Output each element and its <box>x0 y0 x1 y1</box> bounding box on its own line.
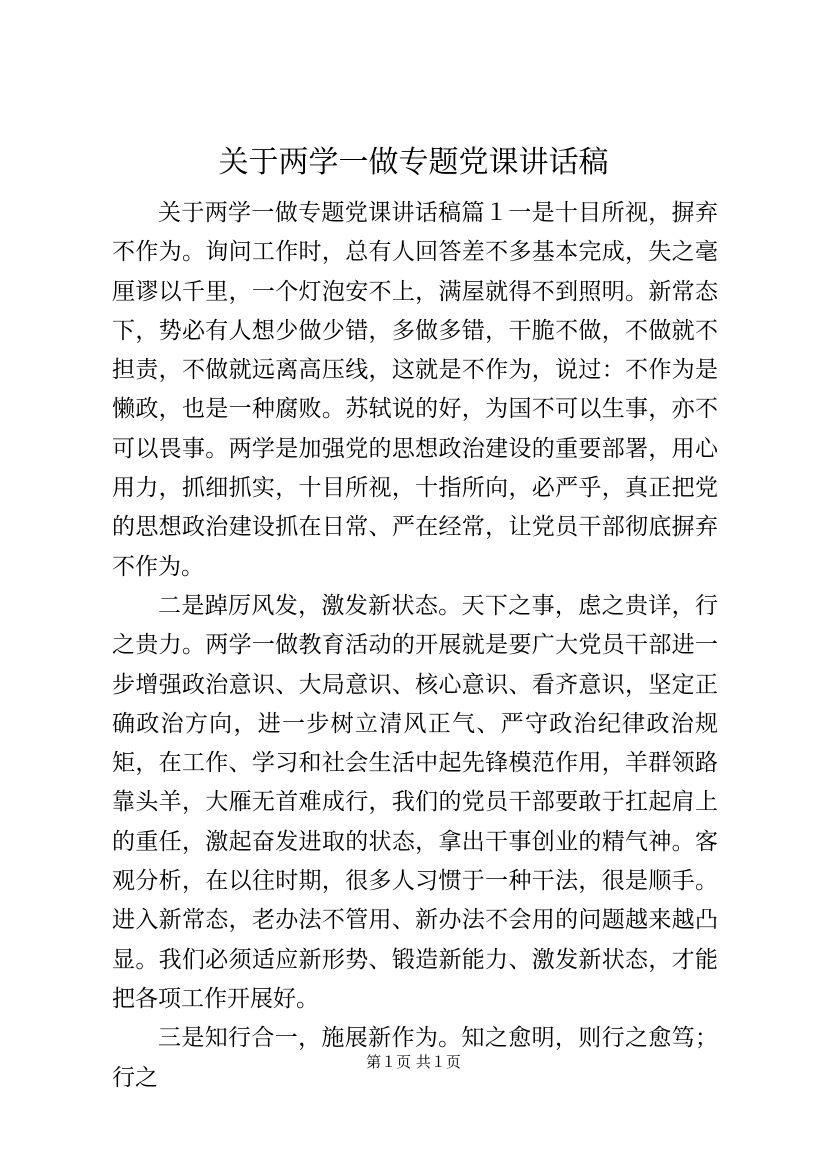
page-footer: 第１页 共１页 <box>366 1053 461 1071</box>
paragraph-3: 三是知行合一，施展新作为。知之愈明，则行之愈笃；行之 <box>112 1025 718 1091</box>
document-title: 关于两学一做专题党课讲话稿 <box>218 145 609 180</box>
paragraph-2: 二是踔厉风发，激发新状态。天下之事，虑之贵详，行之贵力。两学一做教育活动的开展就是要广大党员干部进一步增强政治意识、大局意识、核心意识、看齐意识，坚定正确政治方向，进一步树立清风正气、严守政治纪律政治规矩，在工作、学习和社会生活中起先锋模范作用，羊群领路靠头羊，大雁无首难成行，我们的党员干部要敢于扛起肩上的重任，激起奋发进取的状态，拿出干事创业的精气神。客观分析，在以往时期，很多人习惯于一种干法，很是顺手。进入新常态，老办法不管用、新办法不会用的问题越来越凸显。我们必须适应新形势、锻造新能力、激发新状态，才能把各项工作开展好。 <box>112 592 718 1012</box>
paragraph-1: 关于两学一做专题党课讲话稿篇１一是十目所视，摒弃不作为。询问工作时，总有人回答差不多基本完成，失之毫厘谬以千里，一个灯泡安不上，满屋就得不到照明。新常态下，势必有人想少做少错，多做多错，干脆不做，不做就不担责，不做就远离高压线，这就是不作为，说过：不作为是懒政，也是一种腐败。苏轼说的好，为国不可以生事，亦不可以畏事。两学是加强党的思想政治建设的重要部署，用心用力，抓细抓实，十目所视，十指所向，必严乎，真正把党的思想政治建设抓在日常、严在经常，让党员干部彻底摒弃不作为。 <box>112 200 718 580</box>
document-body <box>112 194 718 1098</box>
